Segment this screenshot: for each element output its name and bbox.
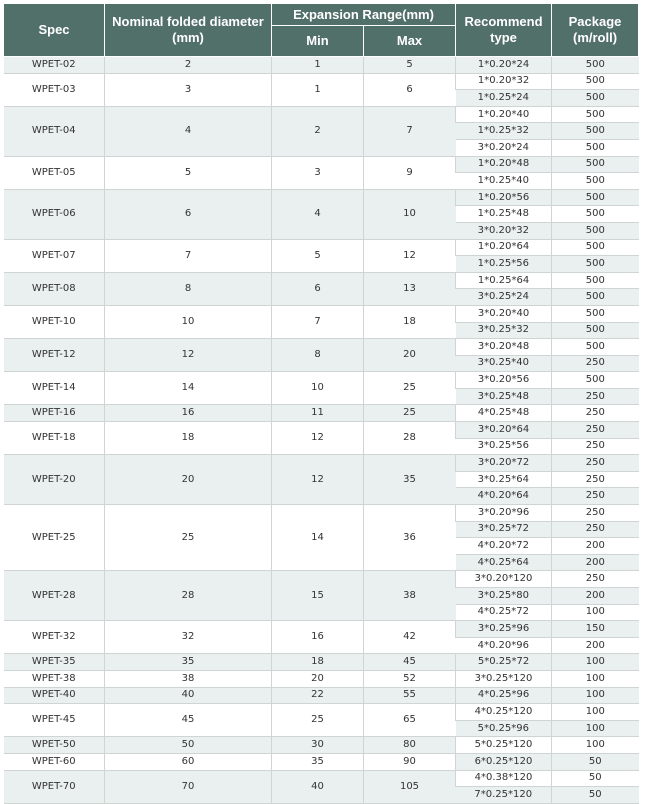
max-cell: 28 bbox=[364, 422, 456, 455]
spec-cell: WPET-40 bbox=[4, 687, 105, 704]
spec-cell: WPET-05 bbox=[4, 156, 105, 189]
max-cell: 52 bbox=[364, 670, 456, 687]
package-cell: 200 bbox=[552, 588, 639, 605]
nominal-diameter-cell: 28 bbox=[105, 571, 272, 621]
package-cell: 200 bbox=[552, 554, 639, 571]
recommend-type-cell: 4*0.25*120 bbox=[456, 704, 552, 721]
max-cell: 35 bbox=[364, 455, 456, 505]
spec-cell: WPET-06 bbox=[4, 189, 105, 239]
table-row bbox=[4, 571, 639, 588]
recommend-type-cell: 1*0.20*32 bbox=[456, 73, 552, 90]
recommend-type-cell: 6*0.25*120 bbox=[456, 753, 552, 770]
package-cell: 250 bbox=[552, 505, 639, 522]
recommend-type-cell: 1*0.20*24 bbox=[456, 57, 552, 74]
table-row bbox=[4, 405, 639, 422]
nominal-diameter-cell: 5 bbox=[105, 156, 272, 189]
max-cell: 13 bbox=[364, 272, 456, 305]
min-cell: 12 bbox=[272, 455, 364, 505]
nominal-diameter-cell: 7 bbox=[105, 239, 272, 272]
recommend-type-cell: 1*0.20*64 bbox=[456, 239, 552, 256]
package-cell: 100 bbox=[552, 604, 639, 621]
recommend-type-cell: 1*0.20*48 bbox=[456, 156, 552, 173]
min-cell: 7 bbox=[272, 305, 364, 338]
table-row bbox=[4, 73, 639, 90]
package-cell: 250 bbox=[552, 355, 639, 372]
nominal-diameter-cell: 10 bbox=[105, 305, 272, 338]
spec-cell: WPET-18 bbox=[4, 422, 105, 455]
spec-cell: WPET-07 bbox=[4, 239, 105, 272]
recommend-type-cell: 4*0.20*72 bbox=[456, 538, 552, 555]
recommend-type-cell: 4*0.20*64 bbox=[456, 488, 552, 505]
table-row bbox=[4, 272, 639, 289]
header-expansion-range: Expansion Range(mm) bbox=[272, 4, 456, 26]
recommend-type-cell: 4*0.38*120 bbox=[456, 770, 552, 787]
max-cell: 7 bbox=[364, 106, 456, 156]
spec-cell: WPET-35 bbox=[4, 654, 105, 671]
table-body bbox=[4, 57, 639, 804]
header-recommend-type: Recommend type bbox=[456, 4, 552, 57]
package-cell: 500 bbox=[552, 256, 639, 273]
package-cell: 500 bbox=[552, 339, 639, 356]
spec-cell: WPET-60 bbox=[4, 753, 105, 770]
nominal-diameter-cell: 8 bbox=[105, 272, 272, 305]
table-row bbox=[4, 654, 639, 671]
min-cell: 18 bbox=[272, 654, 364, 671]
nominal-diameter-cell: 12 bbox=[105, 339, 272, 372]
package-cell: 100 bbox=[552, 654, 639, 671]
max-cell: 45 bbox=[364, 654, 456, 671]
package-cell: 50 bbox=[552, 770, 639, 787]
recommend-type-cell: 1*0.25*56 bbox=[456, 256, 552, 273]
min-cell: 12 bbox=[272, 422, 364, 455]
package-cell: 500 bbox=[552, 206, 639, 223]
header-spec: Spec bbox=[4, 4, 105, 57]
recommend-type-cell: 4*0.25*64 bbox=[456, 554, 552, 571]
table-row bbox=[4, 422, 639, 439]
table-row bbox=[4, 704, 639, 721]
min-cell: 1 bbox=[272, 57, 364, 74]
recommend-type-cell: 3*0.20*120 bbox=[456, 571, 552, 588]
spec-cell: WPET-04 bbox=[4, 106, 105, 156]
package-cell: 250 bbox=[552, 488, 639, 505]
min-cell: 14 bbox=[272, 505, 364, 571]
package-cell: 50 bbox=[552, 753, 639, 770]
max-cell: 5 bbox=[364, 57, 456, 74]
recommend-type-cell: 4*0.20*96 bbox=[456, 637, 552, 654]
table-row bbox=[4, 621, 639, 638]
spec-cell: WPET-38 bbox=[4, 670, 105, 687]
recommend-type-cell: 3*0.25*120 bbox=[456, 670, 552, 687]
nominal-diameter-cell: 20 bbox=[105, 455, 272, 505]
min-cell: 10 bbox=[272, 372, 364, 405]
max-cell: 80 bbox=[364, 737, 456, 754]
max-cell: 6 bbox=[364, 73, 456, 106]
package-cell: 250 bbox=[552, 521, 639, 538]
min-cell: 20 bbox=[272, 670, 364, 687]
package-cell: 500 bbox=[552, 139, 639, 156]
package-cell: 100 bbox=[552, 737, 639, 754]
max-cell: 36 bbox=[364, 505, 456, 571]
nominal-diameter-cell: 16 bbox=[105, 405, 272, 422]
recommend-type-cell: 5*0.25*72 bbox=[456, 654, 552, 671]
package-cell: 250 bbox=[552, 405, 639, 422]
table-row bbox=[4, 505, 639, 522]
package-cell: 500 bbox=[552, 106, 639, 123]
header-nominal-diameter: Nominal folded diameter (mm) bbox=[105, 4, 272, 57]
recommend-type-cell: 3*0.20*48 bbox=[456, 339, 552, 356]
recommend-type-cell: 1*0.20*56 bbox=[456, 189, 552, 206]
recommend-type-cell: 7*0.25*120 bbox=[456, 787, 552, 804]
nominal-diameter-cell: 60 bbox=[105, 753, 272, 770]
spec-cell: WPET-10 bbox=[4, 305, 105, 338]
spec-cell: WPET-08 bbox=[4, 272, 105, 305]
min-cell: 35 bbox=[272, 753, 364, 770]
recommend-type-cell: 1*0.25*64 bbox=[456, 272, 552, 289]
recommend-type-cell: 3*0.25*72 bbox=[456, 521, 552, 538]
table-row bbox=[4, 372, 639, 389]
header-max: Max bbox=[364, 26, 456, 57]
spec-cell: WPET-03 bbox=[4, 73, 105, 106]
package-cell: 500 bbox=[552, 272, 639, 289]
spec-cell: WPET-16 bbox=[4, 405, 105, 422]
table-row bbox=[4, 770, 639, 787]
nominal-diameter-cell: 32 bbox=[105, 621, 272, 654]
package-cell: 500 bbox=[552, 289, 639, 306]
min-cell: 6 bbox=[272, 272, 364, 305]
table-row bbox=[4, 455, 639, 472]
min-cell: 16 bbox=[272, 621, 364, 654]
package-cell: 100 bbox=[552, 670, 639, 687]
package-cell: 500 bbox=[552, 222, 639, 239]
spec-cell: WPET-20 bbox=[4, 455, 105, 505]
max-cell: 65 bbox=[364, 704, 456, 737]
recommend-type-cell: 3*0.25*96 bbox=[456, 621, 552, 638]
recommend-type-cell: 3*0.25*56 bbox=[456, 438, 552, 455]
recommend-type-cell: 3*0.25*80 bbox=[456, 588, 552, 605]
spec-cell: WPET-25 bbox=[4, 505, 105, 571]
header-package: Package (m/roll) bbox=[552, 4, 639, 57]
package-cell: 500 bbox=[552, 372, 639, 389]
nominal-diameter-cell: 2 bbox=[105, 57, 272, 74]
nominal-diameter-cell: 3 bbox=[105, 73, 272, 106]
max-cell: 20 bbox=[364, 339, 456, 372]
package-cell: 250 bbox=[552, 471, 639, 488]
package-cell: 500 bbox=[552, 90, 639, 107]
package-cell: 250 bbox=[552, 422, 639, 439]
nominal-diameter-cell: 45 bbox=[105, 704, 272, 737]
max-cell: 25 bbox=[364, 405, 456, 422]
table-row bbox=[4, 687, 639, 704]
min-cell: 40 bbox=[272, 770, 364, 803]
nominal-diameter-cell: 18 bbox=[105, 422, 272, 455]
recommend-type-cell: 3*0.25*64 bbox=[456, 471, 552, 488]
min-cell: 30 bbox=[272, 737, 364, 754]
max-cell: 12 bbox=[364, 239, 456, 272]
recommend-type-cell: 1*0.25*48 bbox=[456, 206, 552, 223]
package-cell: 100 bbox=[552, 704, 639, 721]
spec-cell: WPET-28 bbox=[4, 571, 105, 621]
nominal-diameter-cell: 25 bbox=[105, 505, 272, 571]
recommend-type-cell: 4*0.25*72 bbox=[456, 604, 552, 621]
max-cell: 105 bbox=[364, 770, 456, 803]
package-cell: 250 bbox=[552, 438, 639, 455]
header-min: Min bbox=[272, 26, 364, 57]
min-cell: 15 bbox=[272, 571, 364, 621]
package-cell: 200 bbox=[552, 637, 639, 654]
recommend-type-cell: 3*0.25*32 bbox=[456, 322, 552, 339]
spec-cell: WPET-45 bbox=[4, 704, 105, 737]
table-row bbox=[4, 670, 639, 687]
package-cell: 500 bbox=[552, 156, 639, 173]
min-cell: 25 bbox=[272, 704, 364, 737]
package-cell: 200 bbox=[552, 538, 639, 555]
min-cell: 3 bbox=[272, 156, 364, 189]
recommend-type-cell: 3*0.20*56 bbox=[456, 372, 552, 389]
spec-cell: WPET-12 bbox=[4, 339, 105, 372]
package-cell: 250 bbox=[552, 571, 639, 588]
package-cell: 150 bbox=[552, 621, 639, 638]
table-row bbox=[4, 189, 639, 206]
min-cell: 2 bbox=[272, 106, 364, 156]
max-cell: 18 bbox=[364, 305, 456, 338]
table-row bbox=[4, 156, 639, 173]
recommend-type-cell: 4*0.25*96 bbox=[456, 687, 552, 704]
recommend-type-cell: 3*0.25*40 bbox=[456, 355, 552, 372]
package-cell: 250 bbox=[552, 455, 639, 472]
max-cell: 55 bbox=[364, 687, 456, 704]
recommend-type-cell: 3*0.20*24 bbox=[456, 139, 552, 156]
spec-cell: WPET-14 bbox=[4, 372, 105, 405]
table-row bbox=[4, 737, 639, 754]
package-cell: 100 bbox=[552, 720, 639, 737]
recommend-type-cell: 3*0.20*64 bbox=[456, 422, 552, 439]
min-cell: 8 bbox=[272, 339, 364, 372]
nominal-diameter-cell: 14 bbox=[105, 372, 272, 405]
package-cell: 500 bbox=[552, 239, 639, 256]
table-header bbox=[4, 4, 639, 57]
package-cell: 500 bbox=[552, 73, 639, 90]
recommend-type-cell: 3*0.20*96 bbox=[456, 505, 552, 522]
min-cell: 5 bbox=[272, 239, 364, 272]
nominal-diameter-cell: 6 bbox=[105, 189, 272, 239]
table-row bbox=[4, 106, 639, 123]
recommend-type-cell: 5*0.25*120 bbox=[456, 737, 552, 754]
max-cell: 25 bbox=[364, 372, 456, 405]
spec-cell: WPET-50 bbox=[4, 737, 105, 754]
package-cell: 500 bbox=[552, 57, 639, 74]
recommend-type-cell: 3*0.25*24 bbox=[456, 289, 552, 306]
table-row bbox=[4, 753, 639, 770]
spec-cell: WPET-70 bbox=[4, 770, 105, 803]
min-cell: 4 bbox=[272, 189, 364, 239]
nominal-diameter-cell: 38 bbox=[105, 670, 272, 687]
max-cell: 90 bbox=[364, 753, 456, 770]
table-row bbox=[4, 339, 639, 356]
nominal-diameter-cell: 50 bbox=[105, 737, 272, 754]
table-row bbox=[4, 57, 639, 74]
nominal-diameter-cell: 4 bbox=[105, 106, 272, 156]
spec-cell: WPET-02 bbox=[4, 57, 105, 74]
recommend-type-cell: 1*0.20*40 bbox=[456, 106, 552, 123]
recommend-type-cell: 3*0.25*48 bbox=[456, 388, 552, 405]
max-cell: 38 bbox=[364, 571, 456, 621]
min-cell: 11 bbox=[272, 405, 364, 422]
package-cell: 250 bbox=[552, 388, 639, 405]
recommend-type-cell: 1*0.25*32 bbox=[456, 123, 552, 140]
spec-cell: WPET-32 bbox=[4, 621, 105, 654]
recommend-type-cell: 3*0.20*40 bbox=[456, 305, 552, 322]
nominal-diameter-cell: 35 bbox=[105, 654, 272, 671]
recommend-type-cell: 1*0.25*24 bbox=[456, 90, 552, 107]
package-cell: 500 bbox=[552, 305, 639, 322]
package-cell: 500 bbox=[552, 189, 639, 206]
recommend-type-cell: 3*0.20*32 bbox=[456, 222, 552, 239]
package-cell: 50 bbox=[552, 787, 639, 804]
table-row bbox=[4, 305, 639, 322]
nominal-diameter-cell: 40 bbox=[105, 687, 272, 704]
recommend-type-cell: 3*0.20*72 bbox=[456, 455, 552, 472]
package-cell: 500 bbox=[552, 173, 639, 190]
recommend-type-cell: 5*0.25*96 bbox=[456, 720, 552, 737]
package-cell: 100 bbox=[552, 687, 639, 704]
max-cell: 42 bbox=[364, 621, 456, 654]
recommend-type-cell: 1*0.25*40 bbox=[456, 173, 552, 190]
package-cell: 500 bbox=[552, 123, 639, 140]
max-cell: 10 bbox=[364, 189, 456, 239]
max-cell: 9 bbox=[364, 156, 456, 189]
spec-table bbox=[3, 3, 639, 804]
min-cell: 22 bbox=[272, 687, 364, 704]
package-cell: 500 bbox=[552, 322, 639, 339]
nominal-diameter-cell: 70 bbox=[105, 770, 272, 803]
min-cell: 1 bbox=[272, 73, 364, 106]
table-row bbox=[4, 239, 639, 256]
recommend-type-cell: 4*0.25*48 bbox=[456, 405, 552, 422]
